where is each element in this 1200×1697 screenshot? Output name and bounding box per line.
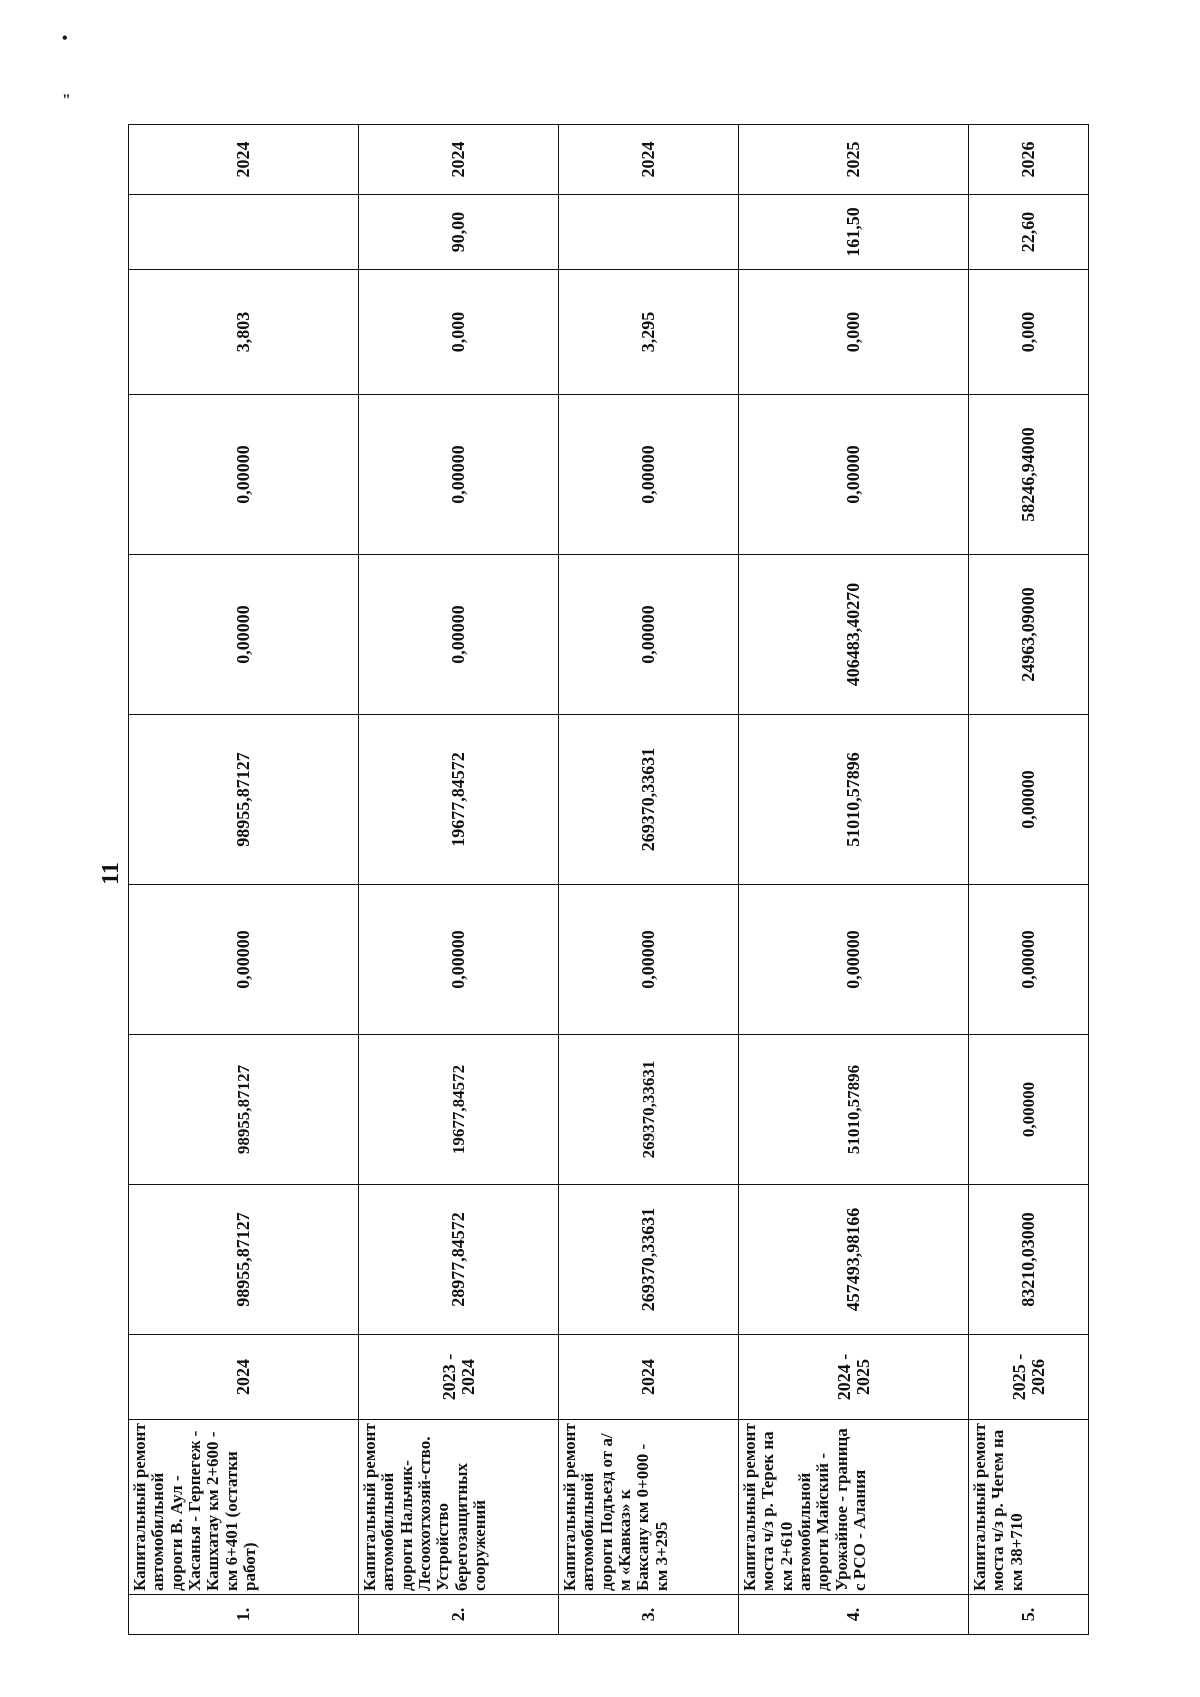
year-cell: 2024 [559,125,739,195]
value-cell: 51010,57896 [739,715,969,885]
row-number: 5. [969,1595,1089,1635]
value-cell: 0,00000 [129,555,359,715]
object-name: Капитальный ремонт автомобильной дороги Нальчик-Лесоохотхозяй-ство. Устройство берегозащитных сооружений [359,1420,559,1595]
page-number: 11 [97,862,124,885]
value-cell: 0,00000 [129,395,359,555]
year-cell: 2026 [969,125,1089,195]
object-name: Капитальный ремонт моста ч/з р. Чегем на км 38+710 [969,1420,1089,1595]
project-table [128,124,1089,1635]
value-cell: 0,00000 [739,885,969,1035]
length-cell: 3,295 [559,270,739,395]
value-cell: 19677,84572 [359,1035,559,1185]
value-cell: 0,00000 [559,395,739,555]
table-row [739,125,969,1635]
length-cell: 0,000 [969,270,1089,395]
value-cell: 58246,94000 [969,395,1089,555]
scan-mark: " [62,92,71,109]
period-cell: 2024 [129,1335,359,1420]
value-cell: 0,00000 [969,885,1089,1035]
value-cell: 98955,87127 [129,715,359,885]
row-number: 4. [739,1595,969,1635]
value-cell: 406483,40270 [739,555,969,715]
value-cell: 19677,84572 [359,715,559,885]
period-cell: 2023 - 2024 [359,1335,559,1420]
table-row [129,125,359,1635]
period-cell: 2024 - 2025 [739,1335,969,1420]
value-cell: 0,00000 [359,555,559,715]
value-cell: 0,00000 [739,395,969,555]
period-cell: 2024 [559,1335,739,1420]
value-cell: 83210,03000 [969,1185,1089,1335]
length-cell: 3,803 [129,270,359,395]
value-cell: 269370,33631 [559,715,739,885]
value-cell: 0,00000 [559,555,739,715]
value-cell: 0,00000 [969,1035,1089,1185]
row-number: 1. [129,1595,359,1635]
year-cell: 2024 [129,125,359,195]
row-number: 2. [359,1595,559,1635]
value-cell: 0,00000 [969,715,1089,885]
period-cell: 2025 - 2026 [969,1335,1089,1420]
value-cell: 0,00000 [359,885,559,1035]
table-row [359,125,559,1635]
value-cell: 51010,57896 [739,1035,969,1185]
year-cell: 2024 [359,125,559,195]
table-row [559,125,739,1635]
object-name: Капитальный ремонт автомобильной дороги Подъезд от а/м «Кавказ» к Баксану км 0+000 - км 3+295 [559,1420,739,1595]
value-cell: 269370,33631 [559,1185,739,1335]
length-cell [559,195,739,270]
rotated-table-wrapper [128,125,1088,1635]
length-cell: 0,000 [739,270,969,395]
row-number: 3. [559,1595,739,1635]
value-cell: 269370,33631 [559,1035,739,1185]
scan-dot: • [62,30,68,47]
value-cell: 457493,98166 [739,1185,969,1335]
length-cell: 0,000 [359,270,559,395]
value-cell: 0,00000 [359,395,559,555]
year-cell: 2025 [739,125,969,195]
value-cell: 28977,84572 [359,1185,559,1335]
object-name: Капитальный ремонт автомобильной дороги В. Аул - Хасанья - Герпегеж - Кашхатау км 2+600 - км 6+401 (остатки работ) [129,1420,359,1595]
length-cell [129,195,359,270]
value-cell: 24963,09000 [969,555,1089,715]
length-cell: 161,50 [739,195,969,270]
length-cell: 22,60 [969,195,1089,270]
length-cell: 90,00 [359,195,559,270]
object-name: Капитальный ремонт моста ч/з р. Терек на км 2+610 автомобильной дороги Майский - Урожайное - граница с РСО - Алания [739,1420,969,1595]
value-cell: 0,00000 [129,885,359,1035]
value-cell: 98955,87127 [129,1185,359,1335]
value-cell: 0,00000 [559,885,739,1035]
value-cell: 98955,87127 [129,1035,359,1185]
table-row [969,125,1089,1635]
